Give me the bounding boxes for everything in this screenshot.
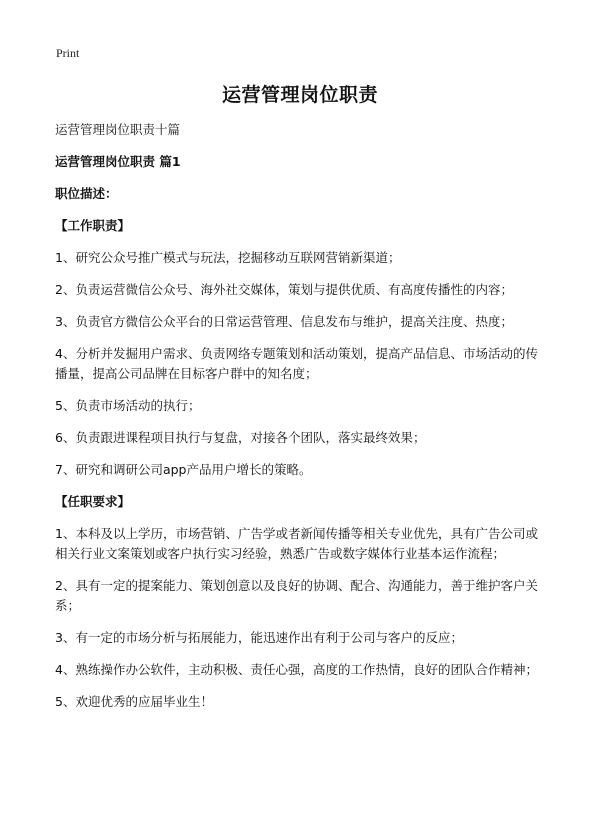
- duty-item: 6、负责跟进课程项目执行与复盘，对接各个团队，落实最终效果；: [55, 430, 426, 445]
- position-description-label: 职位描述：: [55, 186, 118, 201]
- document-body: [55, 120, 550, 724]
- duty-item: 7、研究和调研公司app产品用户增长的策略。: [55, 462, 312, 477]
- duty-item: 2、负责运营微信公众号、海外社交媒体，策划与提供优质、有高度传播性的内容；: [55, 282, 513, 297]
- requirement-item: 3、有一定的市场分析与拓展能力，能迅速作出有利于公司与客户的反应；: [55, 630, 463, 645]
- duty-item: 5、负责市场活动的执行；: [55, 398, 201, 413]
- requirement-item: 4、熟练操作办公软件，主动积极、责任心强，高度的工作热情，良好的团队合作精神；: [55, 662, 538, 677]
- duty-item: 3、负责官方微信公众平台的日常运营管理、信息发布与维护，提高关注度、热度；: [55, 314, 513, 329]
- duty-item: 4、分析并发掘用户需求、负责网络专题策划和活动策划，提高产品信息、市场活动的传播量，提高公司品牌在目标客户群中的知名度；: [55, 346, 538, 381]
- page-title: 运营管理岗位职责: [221, 84, 378, 106]
- requirement-item: 5、欢迎优秀的应届毕业生！: [55, 694, 213, 709]
- requirement-item: 2、具有一定的提案能力、策划创意以及良好的协调、配合、沟通能力，善于维护客户关系；: [55, 578, 538, 613]
- document-subtitle: 运营管理岗位职责十篇: [55, 122, 181, 137]
- print-label: Print: [56, 46, 80, 60]
- requirements-heading: 【任职要求】: [55, 494, 131, 509]
- article-heading: 运营管理岗位职责 篇1: [55, 154, 181, 169]
- requirement-item: 1、本科及以上学历，市场营销、广告学或者新闻传播等相关专业优先，具有广告公司或相关行业文案策划或客户执行实习经验，熟悉广告或数字媒体行业基本运作流程；: [55, 526, 538, 561]
- duties-heading: 【工作职责】: [55, 218, 131, 233]
- duty-item: 1、研究公众号推广模式与玩法，挖掘移动互联网营销新渠道；: [55, 250, 401, 265]
